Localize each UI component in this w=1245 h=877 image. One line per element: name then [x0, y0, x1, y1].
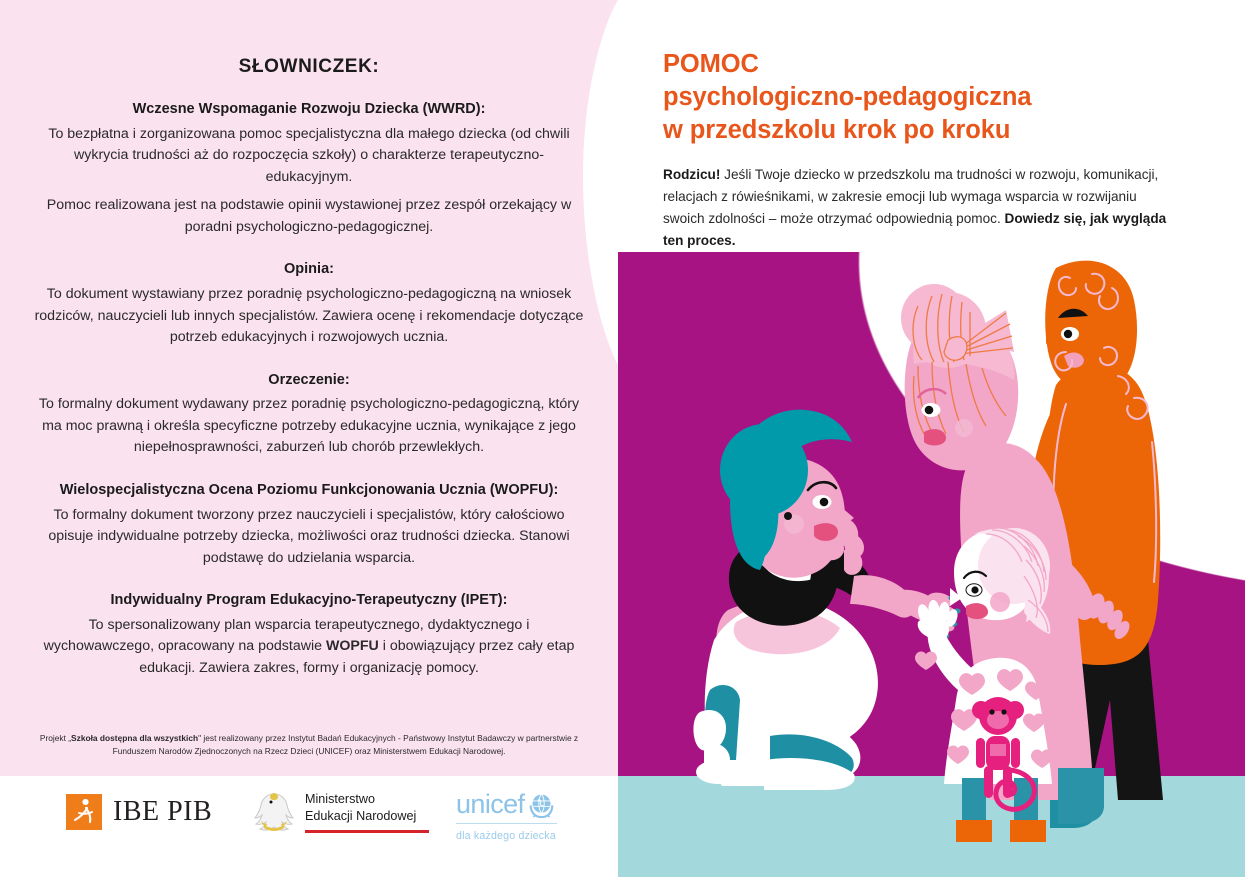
- glossary-entry-list: [0, 100, 618, 680]
- unicef-top-row: [456, 791, 557, 818]
- men-wordmark: [305, 791, 429, 832]
- men-red-rule: [305, 830, 429, 833]
- intro-paragraph: Rodzicu! Jeśli Twoje dziecko w przedszkolu ma trudności w rozwoju, komunikacji, relacjach z rówieśnikami, w zakresie emocji lub wymaga wsparcia w rozwijaniu swoich zdolności – może otrzymać odpowiednią pomoc. Dowiedz się, jak wygląda ten proces.: [663, 167, 1167, 249]
- ibe-mark-icon: [66, 794, 102, 830]
- unicef-wordmark: unicef: [456, 789, 525, 819]
- project-credit: Projekt „Szkoła dostępna dla wszystkich" jest realizowany przez Instytut Badań Edukacyjnych - Państwowy Instytut Badawczy w partnerstwie z Funduszem Narodów Zjednoczonych na Rzecz Dzieci (UNICEF) oraz Ministerstwem Edukacji Narodowej.: [39, 733, 579, 757]
- glossary-content: [0, 0, 618, 776]
- glossary-entry: [0, 100, 618, 238]
- magenta-stage-backdrop: [618, 252, 1245, 776]
- polish-eagle-icon: [252, 789, 296, 835]
- glossary-entry: [0, 371, 618, 459]
- glossary-definition: To dokument wystawiany przez poradnię psychologiczno-pedagogiczną na wniosek rodziców, nauczycieli lub innych specjalistów. Zawiera ocenę i rekomendacje dotyczące potrzeb edukacyjnych i rozwojowych ucznia.: [34, 286, 584, 346]
- headline-line-1: POMOC: [663, 50, 759, 78]
- logo-ibe-pib[interactable]: [66, 794, 212, 830]
- unicef-globe-icon: [528, 791, 555, 818]
- ibe-wordmark: IBE PIB: [113, 796, 213, 827]
- glossary-entry: [0, 260, 618, 348]
- unicef-divider: [456, 823, 557, 824]
- glossary-definition: To formalny dokument tworzony przez nauczycieli i specjalistów, który całościowo opisuje indywidualne potrzeby dziecka, możliwości oraz trudności dziecka. Stanowi podstawę do udzielania wsparcia.: [48, 506, 570, 566]
- headline-line-2: psychologiczno-pedagogiczna: [663, 83, 1032, 112]
- page-title: [663, 48, 1208, 147]
- glossary-term: Wielospecjalistyczna Ocena Poziomu Funkcjonowania Ucznia (WOPFU):: [59, 482, 559, 499]
- glossary-term: Wczesne Wspomaganie Rozwoju Dziecka (WWRD):: [132, 101, 486, 117]
- men-line-1: Ministerstwo: [305, 792, 375, 807]
- logo-ministerstwo-edukacji-narodowej[interactable]: [252, 789, 429, 835]
- glossary-term: Opinia:: [284, 261, 334, 278]
- glossary-entry: [0, 591, 618, 679]
- headline-line-3: w przedszkolu krok po kroku: [663, 116, 1011, 145]
- glossary-definition: Pomoc realizowana jest na podstawie opinii wystawionej przez zespół orzekający w poradni psychologiczno-pedagogicznej.: [46, 197, 572, 235]
- glossary-term: Orzeczenie:: [268, 371, 350, 388]
- teal-floor: [618, 776, 1245, 877]
- glossary-title: SŁOWNICZEK:: [238, 56, 380, 77]
- glossary-definition: To spersonalizowany plan wsparcia terapeutycznego, dydaktycznego i wychowawczego, opracowany na podstawie WOPFU i obowiązujący przez cały etap edukacji. Zawiera zakres, formy i organizację pomocy.: [43, 616, 575, 677]
- glossary-definition: To bezpłatna i zorganizowana pomoc specjalistyczna dla małego dziecka (od chwili wykrycia trudności aż do rozpoczęcia szkoły) o charakterze terapeutyczno-edukacyjnym.: [48, 125, 570, 185]
- unicef-tagline: dla każdego dziecka: [456, 830, 556, 843]
- glossary-term: Indywidualny Program Edukacyjno-Terapeutyczny (IPET):: [110, 592, 508, 609]
- glossary-definition: To formalny dokument wydawany przez poradnię psychologiczno-pedagogiczną, który ma moc prawną i określa specyficzne potrzeby edukacyjne ucznia, wynikające z jego niepełnosprawności, zaburzeń lub chorób przewlekłych.: [38, 396, 580, 456]
- partner-logo-row: [0, 786, 618, 860]
- glossary-entry: [0, 481, 618, 569]
- logo-unicef[interactable]: [456, 791, 557, 842]
- right-panel: [618, 0, 1245, 877]
- men-line-2: Edukacji Narodowej: [305, 809, 417, 823]
